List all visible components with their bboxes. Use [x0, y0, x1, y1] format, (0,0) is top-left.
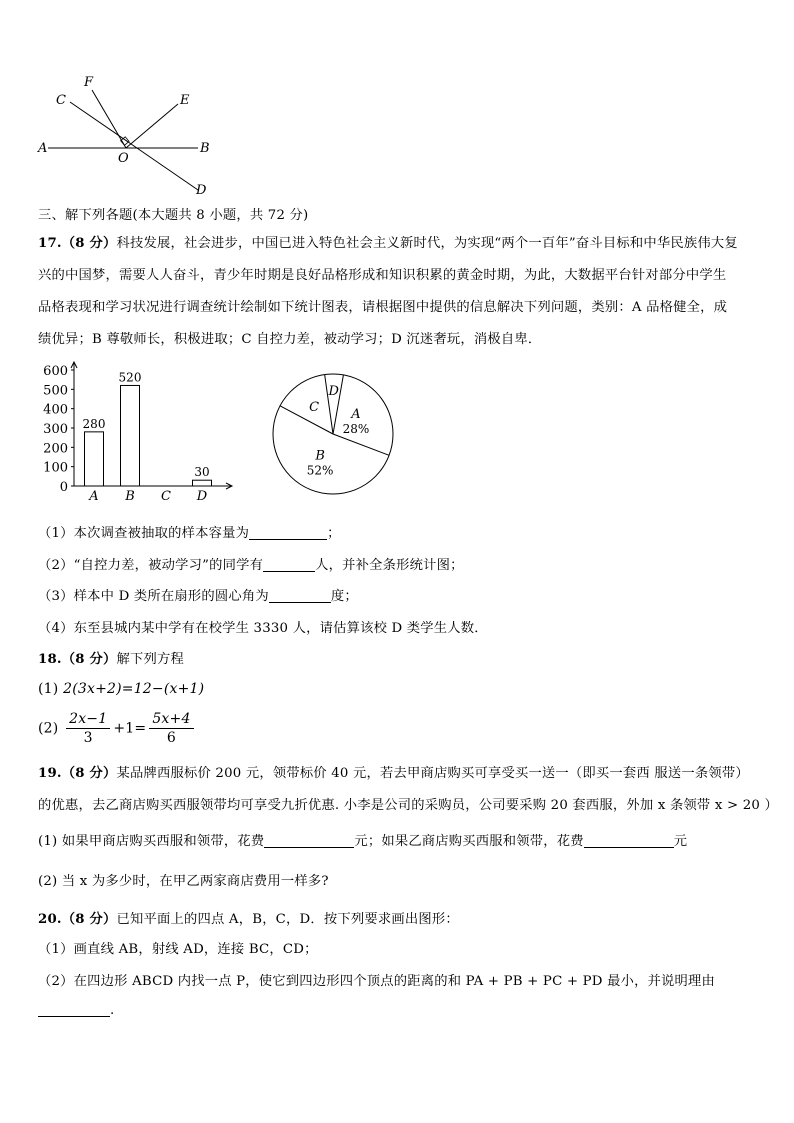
q17-sub4: （4）东至县城内某中学有在校学生 3330 人，请估算该校 D 类学生人数． — [38, 621, 488, 636]
label-E: E — [180, 93, 190, 108]
q19-sub1-b: 元；如果乙商店购买西服和领带，花费 — [354, 834, 584, 849]
q18-eq1-label: (1) — [38, 681, 59, 697]
q17-line4: 绩优异；B 尊敬师长，积极进取；C 自控力差，被动学习；D 沉迷奢玩，消极自卑． — [38, 332, 542, 347]
x-tick-label: C — [161, 489, 171, 504]
label-C: C — [56, 93, 66, 108]
q20-sub1: （1）画直线 AB，射线 AD，连接 BC，CD； — [38, 942, 318, 957]
q18-eq2-left-fraction — [66, 710, 110, 747]
q19-prefix: 19.（8 分） — [38, 766, 117, 781]
q17-prefix: 17.（8 分） — [38, 236, 117, 251]
q20-line1 — [38, 908, 459, 927]
ray-OE — [126, 104, 178, 148]
answer-blank-c-count[interactable] — [263, 557, 315, 572]
q19-line1 — [38, 762, 749, 781]
label-O: O — [118, 151, 129, 166]
angle-figure — [30, 72, 220, 200]
q19-sub2: (2) 当 x 为多少时，在甲乙两家商店费用一样多? — [38, 874, 329, 889]
slice-percent: 52% — [306, 463, 334, 478]
q17-sub1-text: （1）本次调查被抽取的样本容量为 — [38, 526, 250, 541]
section3-title: 三、解下列各题(本大题共 8 小题，共 72 分) — [38, 208, 309, 223]
q18-eq1 — [38, 681, 204, 697]
answer-blank-reason[interactable] — [38, 1002, 110, 1017]
data-label: 30 — [194, 465, 210, 480]
q17-sub2-text: （2）“自控力差，被动学习”的同学有 — [38, 558, 264, 573]
q17-sub2-end: 人，并补全条形统计图； — [315, 558, 464, 573]
q18-eq2-lnum: 2x−1 — [66, 710, 110, 729]
slice-label: C — [309, 399, 320, 415]
q19-sub1-c: 元 — [673, 834, 688, 849]
q20-text-line1: 已知平面上的四点 A，B，C，D．按下列要求画出图形： — [116, 912, 459, 927]
y-tick-label: 600 — [43, 364, 68, 379]
q18-eq1-expr: 2(3x+2)=12−(x+1) — [63, 681, 205, 697]
label-B: B — [200, 141, 210, 156]
answer-blank-d-angle[interactable] — [269, 588, 331, 603]
bar — [193, 480, 212, 486]
q20-end-line — [38, 1002, 114, 1018]
bar — [121, 385, 140, 486]
q18-eq2 — [38, 710, 197, 747]
q18-eq2-rden: 6 — [166, 730, 176, 746]
q19-text-line1: 某品牌西服标价 200 元，领带标价 40 元，若去甲商店购买可享受买一送一（即买一套西 服送一条领带） — [116, 766, 749, 781]
q20-end: . — [110, 1003, 115, 1018]
q17-sub3-text: （3）样本中 D 类所在扇形的圆心角为 — [38, 589, 269, 604]
q18-title-text: 解下列方程 — [116, 652, 184, 667]
q17-text-line1: 科技发展，社会进步，中国已进入特色社会主义新时代，为实现“两个一百年”奋斗目标和中华民族伟大复 — [116, 236, 738, 251]
answer-blank-shop-yi[interactable] — [584, 833, 674, 848]
q19-sub1-a: (1) 如果甲商店购买西服和领带，花费 — [38, 834, 265, 849]
label-F: F — [84, 75, 94, 90]
y-tick-label: 400 — [43, 402, 68, 418]
q17-sub3 — [38, 585, 358, 604]
y-tick-label: 100 — [43, 460, 68, 476]
y-tick-label: 300 — [43, 422, 68, 437]
bar — [85, 432, 104, 486]
q17-line2: 兴的中国梦，需要人人奋斗，青少年时期是良好品格形成和知识积累的黄金时期，为此，大数据平台针对部分中学生 — [38, 268, 727, 283]
q20-prefix: 20.（8 分） — [38, 912, 117, 927]
y-tick-label: 0 — [59, 480, 68, 495]
y-tick-label: 200 — [43, 441, 68, 457]
data-label: 520 — [118, 370, 142, 385]
x-tick-label: B — [125, 489, 135, 504]
x-tick-label: D — [196, 489, 208, 504]
q20-sub2: （2）在四边形 ABCD 内找一点 P，使它到四边形四个顶点的距离的和 PA + PB + PC + PD 最小，并说明理由 — [38, 974, 716, 989]
q18-prefix: 18.（8 分） — [38, 652, 117, 667]
q17-sub3-end: 度； — [330, 589, 358, 604]
q17-line1 — [38, 232, 738, 251]
slice-label: D — [328, 383, 339, 399]
q18-eq2-label: (2) — [38, 720, 59, 737]
q17-sub1 — [38, 522, 341, 541]
q19-line2: 的优惠，去乙商店购买西服领带均可享受九折优惠. 小李是公司的采购员，公司要采购 20 套西服，外加 x 条领带 x > 20 ） — [38, 798, 778, 813]
label-D: D — [196, 183, 207, 198]
answer-blank-shop-jia[interactable] — [264, 833, 354, 848]
q17-sub2 — [38, 554, 464, 573]
slice-percent: 28% — [342, 421, 370, 436]
q18-eq2-right-fraction — [149, 710, 193, 747]
q18-title — [38, 648, 184, 667]
q18-eq2-mid: +1= — [113, 720, 147, 737]
q17-sub1-end: ； — [327, 526, 341, 541]
y-tick-label: 500 — [43, 383, 68, 399]
pie-chart — [268, 370, 398, 500]
data-label: 280 — [82, 416, 106, 431]
slice-label: B — [315, 448, 325, 464]
slice-label: A — [351, 406, 361, 422]
x-tick-label: A — [89, 489, 99, 504]
q19-sub1 — [38, 830, 687, 849]
label-A: A — [38, 141, 48, 156]
bar-chart — [34, 360, 244, 506]
line-CD — [70, 102, 198, 190]
answer-blank-sample-size[interactable] — [249, 525, 327, 540]
q18-eq2-rnum: 5x+4 — [149, 710, 193, 729]
q18-eq2-lden: 3 — [83, 730, 93, 746]
q17-line3: 品格表现和学习状况进行调查统计绘制如下统计图表，请根据图中提供的信息解决下列问题，类别：A 品格健全，成 — [38, 300, 728, 315]
ray-OF — [92, 90, 126, 148]
